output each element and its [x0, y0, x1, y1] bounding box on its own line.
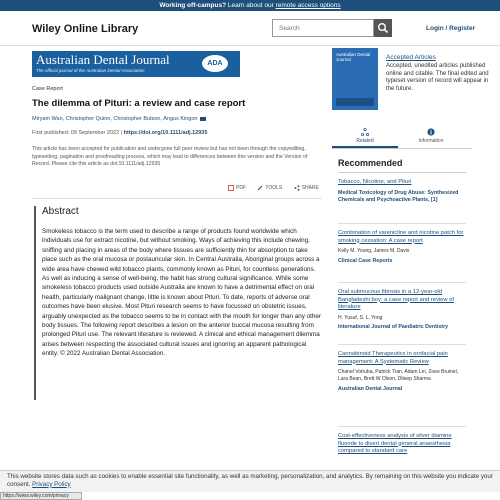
recommended-item	[338, 351, 466, 393]
privacy-policy-link[interactable]: Privacy Policy	[32, 480, 71, 488]
share-button[interactable]	[294, 185, 324, 191]
journal-name: Australian Dental Journal	[36, 52, 170, 67]
recommended-item	[338, 230, 466, 265]
cover-title: Australian Dental Journal	[336, 52, 371, 62]
pdf-icon	[228, 185, 234, 191]
item-divider	[338, 223, 466, 224]
accepted-articles-link[interactable]: Accepted Articles	[386, 54, 436, 61]
pdf-label: PDF	[236, 185, 246, 192]
remote-access-link[interactable]: remote access options	[275, 2, 341, 9]
doi-link[interactable]: https://doi.org/10.1111/adj.12935	[123, 130, 208, 136]
remote-access-text: Learn about our	[226, 2, 276, 9]
email-icon[interactable]	[200, 117, 206, 121]
recommended-divider	[338, 172, 466, 173]
site-header	[0, 11, 500, 46]
author-list[interactable]	[32, 116, 206, 122]
journal-cover[interactable]	[332, 48, 378, 110]
remote-access-bar	[0, 0, 500, 11]
cookie-text: This website stores data such as cookies to enable essential site functionality, as well as marketing, personalization, and analytics. By remaining on this website you indicate your consent.	[7, 473, 493, 488]
publication-info: First published: 09 September 2022 | https://doi.org/10.1111/adj.12935	[32, 130, 208, 136]
sidebar-tabs	[332, 128, 464, 148]
tab-information[interactable]	[398, 128, 464, 148]
search-button[interactable]	[374, 19, 392, 37]
divider	[32, 198, 322, 199]
tools-button[interactable]	[257, 185, 287, 191]
site-logo[interactable]: Wiley Online Library	[32, 23, 139, 35]
login-register-link[interactable]: Login / Register	[426, 25, 476, 32]
recommended-item	[338, 179, 466, 204]
tab-information-label: Information	[418, 138, 444, 144]
tools-label: TOOLS	[265, 185, 283, 192]
published-date: 09 September 2022	[70, 130, 120, 136]
abstract-heading: Abstract	[42, 206, 79, 217]
recommended-title[interactable]: Oral submucous fibrosis in a 12-year-old Bangladeshi boy: a case report and review of literature	[338, 289, 455, 310]
share-icon	[294, 185, 300, 191]
recommended-authors: Kelly M. Young, James M. Davis	[338, 248, 410, 254]
recommended-authors: H. Yusuf, S. L. Yong	[338, 314, 383, 321]
cookie-banner	[0, 470, 500, 492]
published-label: First published:	[32, 130, 71, 136]
cover-footer	[336, 98, 374, 106]
journal-banner[interactable]	[32, 51, 240, 77]
article-title: The dilemma of Pituri: a review and case report	[32, 98, 246, 109]
pdf-button[interactable]	[228, 185, 251, 191]
recommended-title[interactable]: Cannabinoid Therapeutics in orofacial pain management: A Systematic Review	[338, 351, 448, 365]
recommended-journal: International Journal of Paediatric Dentistry	[338, 324, 449, 331]
tabs-divider	[332, 148, 472, 149]
tab-related-label: Related	[356, 138, 374, 144]
item-divider	[338, 426, 466, 427]
recommended-journal: Australian Dental Journal	[338, 385, 403, 392]
search-input[interactable]	[272, 19, 374, 37]
recommended-item	[338, 433, 466, 456]
abstract-text: Smokeless tobacco is the term used to describe a range of products found worldwide which individuals use for extract nicotine, but without smoking. Ways of achieving this include chewing, sniffing and placing in areas of the body where tissues are sufficiently thin for absorption to take place such as the oral mucosa or postauricular skin. In Central Australia, Aboriginal groups across a wide area have chewed wild tobacco plants, commonly known as Pituri, for countless generations. As well as inducing a sense of well-being, the habit has strong cultural significance. While some smokeless tobacco products used outside Australia are known to have a detrimental effect on oral health, particularly malignant change, little is known about Pituri. To date, reports of adverse oral outcomes have been elusive. Most Pituri research seems to have focussed on obstetric issues, arguably unexpected as the tobacco seems to be in contact with the mouth for longer than any other body tissues. The following report describes a lesion on the anterior buccal mucosa resulting from prolonged Pituri use. The relevant literature is reviewed. A clinical and ethical management dilemma arises between respecting the associated cultural issues and ignoring an apparent pathological entity. © 2022 Australian Dental Association.	[42, 228, 321, 358]
recommended-journal: Clinical Case Reports	[338, 257, 393, 264]
info-icon	[427, 128, 435, 136]
journal-tagline: The official journal of the Australian Dental Association	[36, 68, 145, 73]
wrench-icon	[257, 185, 263, 191]
recommended-heading: Recommended	[338, 158, 403, 168]
recommended-title[interactable]: Tobacco, Nicotine, and Pituri	[338, 179, 412, 185]
related-icon	[361, 128, 369, 136]
recommended-journal: Medical Toxicology of Drug Abuse: Synthesized Chemicals and Psychoactive Plants, [1]	[338, 189, 459, 203]
ada-logo: ADA	[202, 55, 228, 72]
item-divider	[338, 282, 466, 283]
search-icon	[377, 22, 389, 34]
recommended-item	[338, 289, 466, 331]
status-url: https://www.wiley.com/privacy	[0, 492, 82, 500]
article-type: Case Report	[32, 86, 63, 92]
recommended-authors: Chanel Votruba, Patrick Tran, Adam Lei, Zoee Bruinel, Lara Bean, Brett W Olson, Dileep Sharma	[338, 369, 459, 382]
accepted-articles-desc: Accepted, unedited articles published online and citable. The final edited and typeset version of record will appear in the future.	[386, 63, 489, 92]
recommended-title[interactable]: Combination of varenicline and nicotine patch for smoking cessation: A case report	[338, 230, 464, 244]
tab-related[interactable]	[332, 128, 398, 148]
item-divider	[338, 344, 466, 345]
article-tools	[228, 185, 329, 191]
remote-access-bold: Working off-campus?	[159, 2, 227, 9]
accepted-notice: This article has been accepted for publication and undergone full peer review but has not been through the copyediting, typesetting, pagination and proofreading process, which may lead to differences between this version and the Version of Record. Please cite this article as doi:10.1111/adj.12935	[32, 146, 308, 167]
share-label: SHARE	[301, 185, 319, 192]
author-names[interactable]: Miryam Wan, Christopher Quinn, Christopher Butson, Angus Kingon	[32, 116, 198, 122]
abstract-section	[34, 206, 322, 400]
recommended-title[interactable]: Cost-effectiveness analysis of silver diamine fluoride to divert dental general anaesthesia compared to standard care	[338, 433, 452, 454]
